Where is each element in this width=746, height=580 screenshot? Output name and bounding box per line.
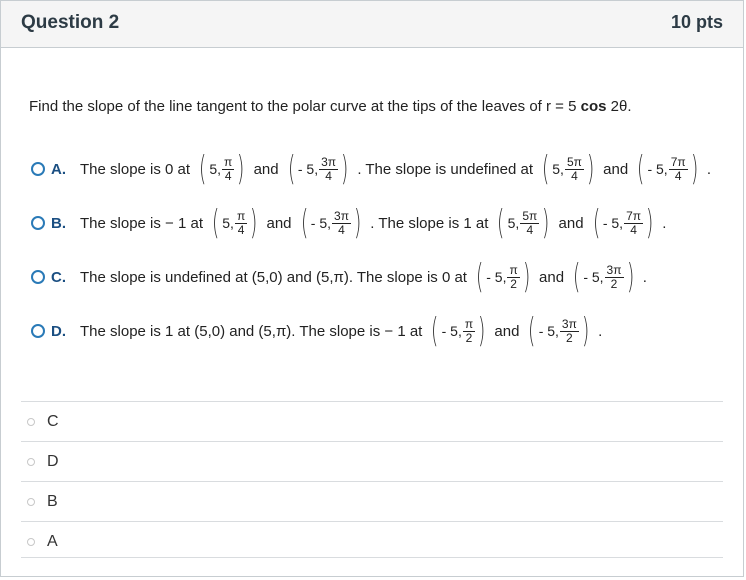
option-end: . bbox=[642, 268, 647, 286]
option-letter: B. bbox=[51, 214, 66, 232]
answer-radio-icon[interactable] bbox=[27, 458, 35, 466]
and-text: and bbox=[603, 160, 629, 178]
answer-label: C bbox=[47, 412, 59, 430]
answer-choice-d[interactable] bbox=[21, 441, 723, 481]
and-text: and bbox=[539, 268, 565, 286]
polar-point: ( - 5, $\frac{3\pi}{2}$ ) bbox=[573, 257, 634, 297]
polar-point: ( 5, $\frac{\pi}{4}$ ) bbox=[211, 203, 258, 243]
and-text: and bbox=[494, 322, 520, 340]
option-c[interactable] bbox=[31, 257, 647, 297]
polar-point: ( - 5, $\frac{7\pi}{4}$ ) bbox=[637, 149, 698, 189]
polar-point: ( - 5, $\frac{\pi}{2}$ ) bbox=[475, 257, 531, 297]
option-text: The slope is undefined at (5,0) and (5,π). The slope is 0 at bbox=[80, 268, 467, 286]
polar-point: ( 5, $\frac{5\pi}{4}$ ) bbox=[497, 203, 550, 243]
answer-choice-a[interactable] bbox=[21, 521, 723, 561]
option-end: . bbox=[662, 214, 667, 232]
answer-radio-icon[interactable] bbox=[27, 538, 35, 546]
polar-point: ( - 5, $\frac{7\pi}{4}$ ) bbox=[592, 203, 654, 243]
question-prompt bbox=[29, 98, 632, 115]
radio-icon[interactable] bbox=[31, 216, 45, 230]
answer-choice-b[interactable] bbox=[21, 481, 723, 521]
polar-point: ( 5, $\frac{\pi}{4}$ ) bbox=[199, 149, 245, 189]
option-letter: C. bbox=[51, 268, 66, 286]
question-header bbox=[1, 1, 743, 48]
answer-label: D bbox=[47, 452, 59, 470]
radio-icon[interactable] bbox=[31, 162, 45, 176]
answer-radio-icon[interactable] bbox=[27, 498, 35, 506]
polar-point: ( 5, $\frac{5\pi}{4}$ ) bbox=[541, 149, 595, 189]
option-d[interactable] bbox=[31, 311, 602, 351]
option-a[interactable] bbox=[31, 149, 711, 189]
option-b[interactable] bbox=[31, 203, 666, 243]
question-points: 10 pts bbox=[670, 12, 723, 32]
option-end: . bbox=[598, 322, 603, 340]
prompt-bold: cos bbox=[580, 98, 607, 115]
divider bbox=[21, 557, 723, 558]
and-text: and bbox=[253, 160, 279, 178]
prompt-tail: 2θ. bbox=[606, 98, 632, 115]
option-text: The slope is − 1 at bbox=[80, 214, 203, 232]
answer-choices bbox=[21, 401, 723, 561]
and-text: and bbox=[558, 214, 584, 232]
polar-point: ( - 5, $\frac{3\pi}{4}$ ) bbox=[287, 149, 349, 189]
answer-choice-c[interactable] bbox=[21, 401, 723, 441]
option-text: . The slope is 1 at bbox=[370, 214, 489, 232]
option-text: The slope is 0 at bbox=[80, 160, 191, 178]
answer-label: B bbox=[47, 492, 58, 510]
radio-icon[interactable] bbox=[31, 270, 45, 284]
radio-icon[interactable] bbox=[31, 324, 45, 338]
option-letter: D. bbox=[51, 322, 66, 340]
answer-label: A bbox=[47, 532, 58, 550]
option-text: The slope is 1 at (5,0) and (5,π). The slope is − 1 at bbox=[80, 322, 423, 340]
polar-point: ( - 5, $\frac{\pi}{2}$ ) bbox=[431, 311, 486, 351]
answer-radio-icon[interactable] bbox=[27, 418, 35, 426]
prompt-text: Find the slope of the line tangent to the polar curve at the tips of the leaves of r = 5 bbox=[29, 98, 581, 115]
and-text: and bbox=[266, 214, 292, 232]
question-title: Question 2 bbox=[21, 12, 120, 33]
option-letter: A. bbox=[51, 160, 66, 178]
polar-point: ( - 5, $\frac{3\pi}{4}$ ) bbox=[300, 203, 362, 243]
option-end: . bbox=[706, 160, 712, 178]
polar-point: ( - 5, $\frac{3\pi}{2}$ ) bbox=[528, 311, 590, 351]
option-text: . The slope is undefined at bbox=[357, 160, 533, 178]
